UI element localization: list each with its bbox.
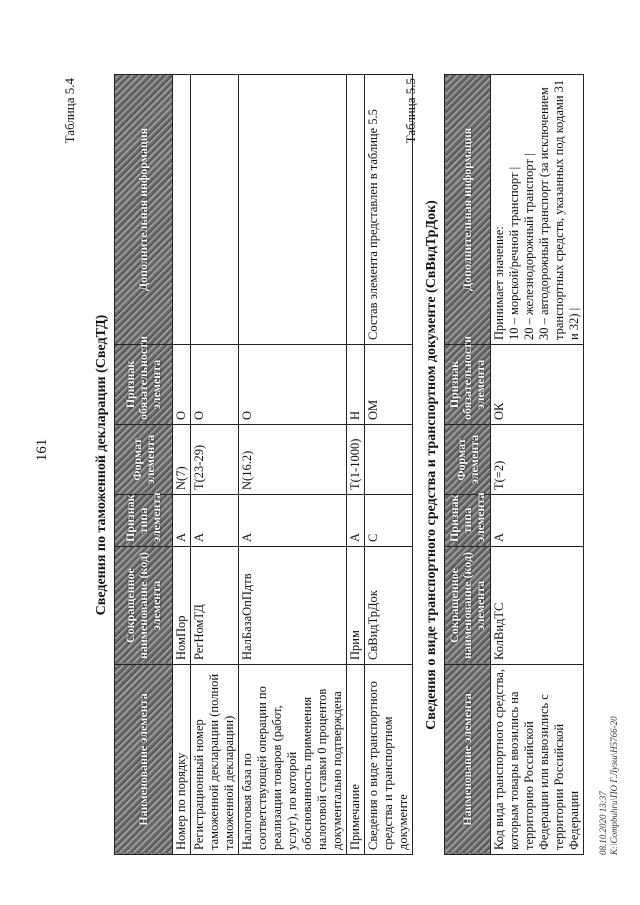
cell: ОМ bbox=[365, 345, 413, 425]
table-number: Таблица 5.4 bbox=[62, 78, 77, 144]
cell: КолВидТС bbox=[491, 547, 584, 665]
cell: Состав элемента представлен в таблице 5.5 bbox=[365, 75, 413, 345]
header-cell: Признак типа элемента bbox=[445, 495, 491, 547]
additional-info-cell bbox=[491, 75, 584, 345]
cell bbox=[191, 75, 239, 345]
cell: T(1-1000) bbox=[347, 425, 365, 495]
header-cell: Признак обязательности элемента bbox=[115, 345, 173, 425]
info-line: Принимает значение: bbox=[492, 226, 506, 340]
cell: А bbox=[347, 495, 365, 547]
table-5-4 bbox=[114, 74, 413, 855]
header-cell: Признак типа элемента bbox=[115, 495, 173, 547]
cell: Номер по порядку bbox=[173, 665, 191, 855]
table-row bbox=[239, 75, 347, 855]
cell: T(=2) bbox=[491, 425, 584, 495]
table-row bbox=[191, 75, 239, 855]
cell bbox=[173, 75, 191, 345]
footer-path: К:\Compbuhru\ПО Г.Луэш\Н5766-20 bbox=[609, 716, 619, 855]
cell: О bbox=[173, 345, 191, 425]
footer-timestamp: 08.10.2020 13:37 bbox=[598, 791, 608, 855]
cell: О bbox=[191, 345, 239, 425]
cell: РегНомТД bbox=[191, 547, 239, 665]
header-cell: Признак обязательности элемента bbox=[445, 345, 491, 425]
header-cell: Сокращенное наименование (код) элемента bbox=[445, 547, 491, 665]
header-cell: Формат элемента bbox=[115, 425, 173, 495]
cell: Регистрационный номер таможенной декларации (полной таможенной декларации) bbox=[191, 665, 239, 855]
cell: ОК bbox=[491, 345, 584, 425]
cell bbox=[239, 75, 347, 345]
cell: НалБазаОпПдтв bbox=[239, 547, 347, 665]
header-cell: Наименование элемента bbox=[115, 665, 173, 855]
cell: А bbox=[191, 495, 239, 547]
info-line: 10 – морской/речной транспорт | bbox=[507, 166, 521, 340]
cell: НомПор bbox=[173, 547, 191, 665]
cell: Примечание bbox=[347, 665, 365, 855]
cell: А bbox=[491, 495, 584, 547]
header-cell: Наименование элемента bbox=[445, 665, 491, 855]
cell: N(7) bbox=[173, 425, 191, 495]
header-cell: Сокращенное наименование (код) элемента bbox=[115, 547, 173, 665]
cell: Н bbox=[347, 345, 365, 425]
cell: О bbox=[239, 345, 347, 425]
page-number: 161 bbox=[34, 438, 50, 462]
table-title: Сведения по таможенной декларации (СведТД) bbox=[94, 314, 109, 616]
cell: T(23-29) bbox=[191, 425, 239, 495]
table-row bbox=[347, 75, 365, 855]
table-5-5 bbox=[444, 74, 584, 855]
table-row bbox=[491, 75, 584, 855]
header-cell: Дополнительная информация bbox=[445, 75, 491, 345]
cell bbox=[347, 75, 365, 345]
table-row bbox=[173, 75, 191, 855]
header-cell: Дополнительная информация bbox=[115, 75, 173, 345]
header-cell: Формат элемента bbox=[445, 425, 491, 495]
info-line: 30 – автодорожный транспорт (за исключением транспортных средств, указанных под кодами 31 и 32) | bbox=[537, 79, 581, 340]
cell: Налоговая база по соответствующей операции по реализации товаров (работ, услуг), по которой обоснованность применения налоговой ставки 0 процентов документально подтверждена bbox=[239, 665, 347, 855]
table-title: Сведения о виде транспортного средства и транспортном документе (СвВидТрДок) bbox=[424, 200, 439, 730]
cell: СвВидТрДок bbox=[365, 547, 413, 665]
cell: Прим bbox=[347, 547, 365, 665]
footer bbox=[598, 716, 620, 855]
table-number: Таблица 5.5 bbox=[403, 78, 418, 144]
cell bbox=[365, 425, 413, 495]
info-line: 20 – железнодорожный транспорт | bbox=[522, 153, 536, 340]
cell: С bbox=[365, 495, 413, 547]
cell: А bbox=[239, 495, 347, 547]
cell: Код вида транспортного средства, которым товары ввозились на территорию Российской Федерации или вывозились с территории Российской Федерации bbox=[491, 665, 584, 855]
cell: А bbox=[173, 495, 191, 547]
cell: N(16.2) bbox=[239, 425, 347, 495]
cell: Сведения о виде транспортного средства и транспортном документе bbox=[365, 665, 413, 855]
table-row bbox=[365, 75, 413, 855]
